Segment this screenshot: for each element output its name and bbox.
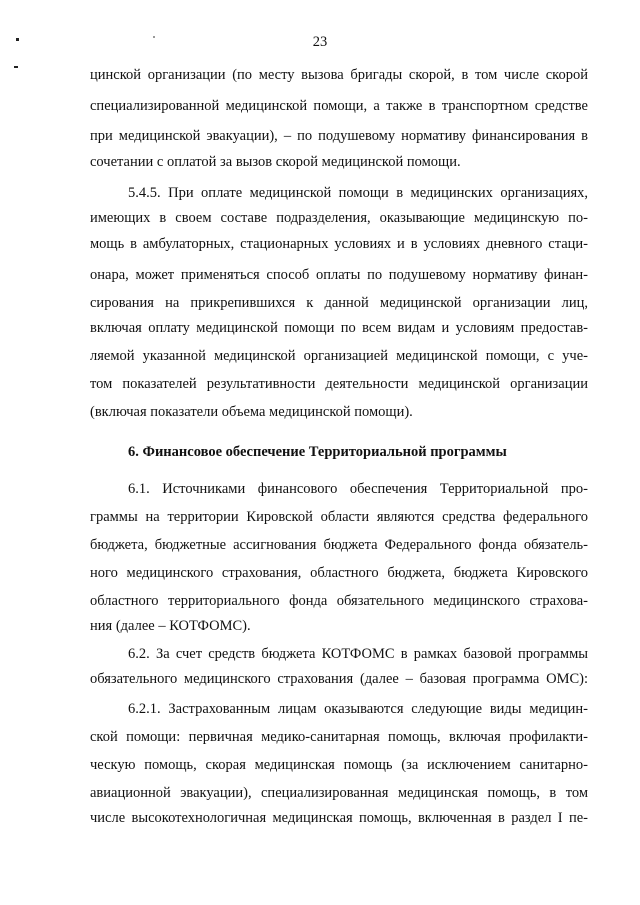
body-line: областного территориального фонда обязательного медицинского страхова- — [90, 593, 588, 609]
body-line: онара, может применяться способ оплаты по подушевому нормативу финан- — [90, 267, 588, 283]
body-line: мощь в амбулаторных, стационарных условиях и в условиях дневного стаци- — [90, 236, 588, 252]
body-line: имеющих в своем составе подразделения, оказывающие медицинскую по- — [90, 210, 588, 226]
body-line: бюджета, бюджетные ассигнования бюджета Федерального фонда обязатель- — [90, 537, 588, 553]
body-line: граммы на территории Кировской области являются средства федерального — [90, 509, 588, 525]
body-line: специализированной медицинской помощи, а также в транспортном средстве — [90, 98, 588, 114]
body-line: (включая показатели объема медицинской помощи). — [90, 404, 413, 420]
body-line: сирования на прикрепившихся к данной медицинской организации лиц, — [90, 295, 588, 311]
body-line: ляемой указанной медицинской организацией медицинской помощи, с уче- — [90, 348, 588, 364]
body-line: ного медицинского страхования, областного бюджета, бюджета Кировского — [90, 565, 588, 581]
body-line: том показателей результативности деятельности медицинской организации — [90, 376, 588, 392]
body-line: ческую помощь, скорая медицинская помощь (за исключением санитарно- — [90, 757, 588, 773]
section-heading: 6. Финансовое обеспечение Территориальной программы — [128, 444, 507, 460]
body-line: сочетании с оплатой за вызов скорой медицинской помощи. — [90, 154, 461, 170]
paragraph-start-line: 6.1. Источниками финансового обеспечения Территориальной про- — [128, 481, 588, 497]
paragraph-start-line: 6.2.1. Застрахованным лицам оказываются следующие виды медицин- — [128, 701, 588, 717]
body-line: при медицинской эвакуации), – по подушевому нормативу финансирования в — [90, 128, 588, 144]
paragraph-start-line: 5.4.5. При оплате медицинской помощи в медицинских организациях, — [128, 185, 588, 201]
body-line: авиационной эвакуации), специализированная медицинская помощь, в том — [90, 785, 588, 801]
body-line: цинской организации (по месту вызова бригады скорой, в том числе скорой — [90, 67, 588, 83]
body-line: ской помощи: первичная медико-санитарная помощь, включая профилакти- — [90, 729, 588, 745]
scan-mark — [14, 66, 18, 68]
body-line: включая оплату медицинской помощи по всем видам и условиям предостав- — [90, 320, 588, 336]
body-line: обязательного медицинского страхования (далее – базовая программа ОМС): — [90, 671, 588, 687]
body-line: числе высокотехнологичная медицинская помощь, включенная в раздел I пе- — [90, 810, 588, 826]
paragraph-start-line: 6.2. За счет средств бюджета КОТФОМС в рамках базовой программы — [128, 646, 588, 662]
body-line: ния (далее – КОТФОМС). — [90, 618, 251, 634]
page-number: 23 — [312, 34, 328, 50]
